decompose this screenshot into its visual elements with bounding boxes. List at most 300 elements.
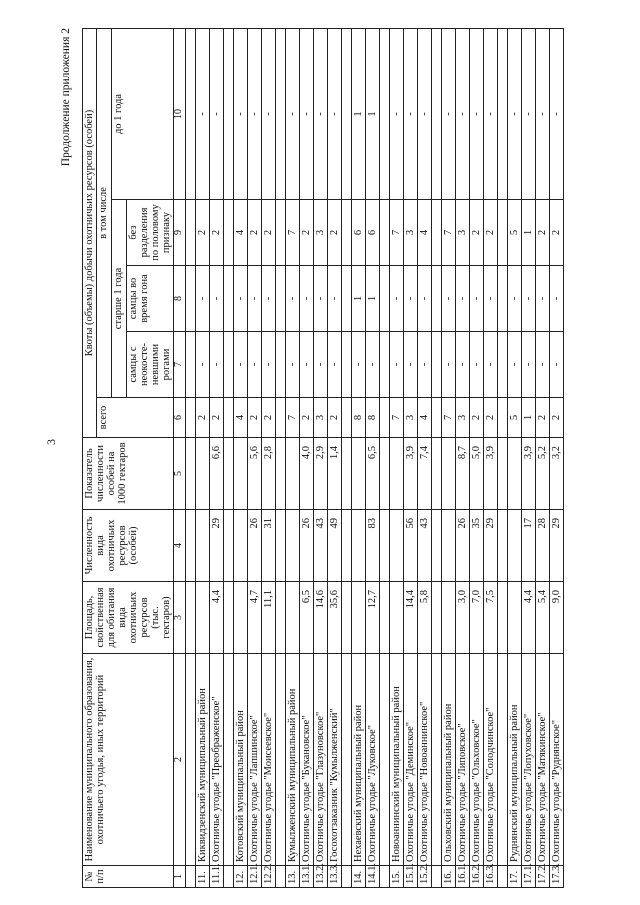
col-index: 8 [174,266,186,332]
table-cell: 56 [403,510,417,582]
col-index: 4 [174,510,186,582]
spacer-cell [223,510,233,582]
table-cell: 1 [365,266,379,332]
table-cell: - [195,266,209,332]
spacer-cell [185,582,195,654]
table-cell [389,510,403,582]
table-cell: - [455,29,469,200]
table-cell: Охотничье угодье "Ольховское" [469,654,483,866]
spacer-cell [341,510,351,582]
table-cell: - [299,29,313,200]
table-cell: 6,6 [209,438,223,510]
table-cell: - [351,332,365,398]
table-row [403,29,417,888]
table-cell: 15.2. [417,866,431,888]
table-cell: - [247,266,261,332]
spacer-cell [379,332,389,398]
spacer-cell [431,582,441,654]
table-cell: - [469,266,483,332]
table-cell: - [549,266,563,332]
header-males-unbranched: самцы с неокосте-невшими рогами [127,332,174,398]
spacer-cell [185,438,195,510]
group-spacer [431,29,441,888]
table-cell: - [209,266,223,332]
table-cell: 1 [521,200,535,266]
spacer-cell [341,866,351,888]
spacer-cell [341,582,351,654]
group-spacer [497,29,507,888]
table-cell: - [195,29,209,200]
table-cell: 16.3. [483,866,497,888]
continuation-caption: Продолжение приложения 2 [60,28,72,167]
header-num: № п/п [83,866,174,888]
header-name: Наименование муниципального образования, охотничьего угодья, иных территорий [83,654,174,866]
table-cell [195,510,209,582]
table-cell: 12,7 [365,582,379,654]
table-cell: 2,8 [261,438,275,510]
spacer-cell [431,29,441,200]
table-cell: 5,4 [535,582,549,654]
spacer-cell [275,654,285,866]
spacer-cell [185,866,195,888]
table-cell: - [469,332,483,398]
table-cell: 4 [233,398,247,438]
group-spacer [275,29,285,888]
table-cell: - [209,332,223,398]
spacer-cell [223,654,233,866]
table-cell: - [403,29,417,200]
table-cell: - [535,266,549,332]
spacer-cell [341,332,351,398]
spacer-cell [185,398,195,438]
spacer-cell [275,866,285,888]
table-cell: Охотничье угодье "Глазуновское" [313,654,327,866]
spacer-cell [379,510,389,582]
table-row [261,29,275,888]
table-cell: 1,4 [327,438,341,510]
table-cell: Руднянский муниципальный район [507,654,521,866]
table-cell [389,438,403,510]
table-cell: 29 [549,510,563,582]
table-body [185,29,563,888]
table-row [483,29,497,888]
table-cell: 26 [247,510,261,582]
table-cell: 5 [507,200,521,266]
table-cell: 2 [535,200,549,266]
table-cell: 6 [365,200,379,266]
table-cell: - [247,29,261,200]
table-cell: 26 [299,510,313,582]
header-incl: в том числе [97,29,112,398]
table-row [327,29,341,888]
table-cell: - [441,332,455,398]
col-index: 1 [174,866,186,888]
table-cell: 5 [507,398,521,438]
table-cell: Охотничье угодье "Матякинское" [535,654,549,866]
table-cell: 8 [351,398,365,438]
spacer-cell [275,332,285,398]
rotated-page [52,28,612,888]
table-cell: 13. [285,866,299,888]
table-cell: Охотничье угодье "Новоаннинское" [417,654,431,866]
table-cell: 6,5 [299,582,313,654]
table-cell: - [521,332,535,398]
table-cell: Охотничье угодье "Лапшинское" [247,654,261,866]
table-cell: - [233,332,247,398]
table-cell: 7 [389,200,403,266]
table-cell: 29 [209,510,223,582]
table-cell [233,438,247,510]
table-cell: - [535,29,549,200]
table-cell: 31 [261,510,275,582]
spacer-cell [185,654,195,866]
table-cell: 7 [285,398,299,438]
header-density: Показатель численности особей на 1000 гектаров [83,438,174,510]
table-cell: Охотничье угодье "Руднянское" [549,654,563,866]
spacer-cell [497,332,507,398]
spacer-cell [379,438,389,510]
table-cell: - [389,332,403,398]
table-cell: 3 [313,200,327,266]
table-cell: 35,6 [327,582,341,654]
table-cell: 4,4 [521,582,535,654]
col-index: 3 [174,582,186,654]
table-cell: - [261,332,275,398]
table-cell: 12.2. [261,866,275,888]
table-row [521,29,535,888]
table-cell [285,510,299,582]
table-cell: 14,4 [403,582,417,654]
header-under1: до 1 года [112,29,174,200]
table-row [247,29,261,888]
table-cell: 7 [441,398,455,438]
table-cell: 17.2. [535,866,549,888]
table-cell: 49 [327,510,341,582]
table-cell: - [365,332,379,398]
table-cell: 35 [469,510,483,582]
table-cell: 16.1. [455,866,469,888]
spacer-cell [431,510,441,582]
table-cell: 17.1. [521,866,535,888]
spacer-cell [223,200,233,266]
table-cell [285,438,299,510]
spacer-cell [185,200,195,266]
table-cell: 26 [455,510,469,582]
spacer-cell [497,438,507,510]
spacer-cell [275,582,285,654]
table-cell: - [299,332,313,398]
col-index: 6 [174,398,186,438]
table-cell: 2 [469,398,483,438]
spacer-cell [497,654,507,866]
table-cell: - [403,332,417,398]
table-cell [195,438,209,510]
table-cell: Охотничье угодье "Лопуховское" [521,654,535,866]
table-cell: 3,9 [483,438,497,510]
spacer-cell [497,510,507,582]
table-cell [351,582,365,654]
spacer-cell [223,398,233,438]
spacer-cell [223,866,233,888]
table-cell: - [483,332,497,398]
table-cell: - [195,332,209,398]
table-row [233,29,247,888]
spacer-cell [379,866,389,888]
group-spacer [223,29,233,888]
spacer-cell [431,398,441,438]
table-cell: - [209,29,223,200]
table-cell: - [261,266,275,332]
table-cell: - [549,29,563,200]
table-cell: - [535,332,549,398]
spacer-cell [379,200,389,266]
table-cell: Охотничье угодье "Преображенское" [209,654,223,866]
table-cell: 83 [365,510,379,582]
spacer-cell [223,438,233,510]
table-row [417,29,431,888]
table-cell [285,582,299,654]
table-cell: - [327,332,341,398]
group-spacer [379,29,389,888]
table-cell: 2 [195,398,209,438]
table-cell: 9,0 [549,582,563,654]
table-cell: 7,4 [417,438,431,510]
spacer-cell [379,582,389,654]
spacer-cell [497,29,507,200]
table-cell: 11.1. [209,866,223,888]
table-row [441,29,455,888]
table-cell: - [507,266,521,332]
spacer-cell [431,332,441,398]
table-cell: 12. [233,866,247,888]
header-population: Численность вида охотничьих ресурсов (особей) [83,510,174,582]
table-cell [507,582,521,654]
table-cell: - [389,29,403,200]
table-cell: 2 [549,200,563,266]
table-cell [351,510,365,582]
spacer-cell [223,29,233,200]
table-cell: - [313,29,327,200]
table-cell: - [455,332,469,398]
table-cell: 8 [365,398,379,438]
col-index: 9 [174,200,186,266]
table-cell: Охотничье угодье "Моисеевское" [261,654,275,866]
table-cell: 2 [209,200,223,266]
table-cell: Охотничье угодье "Деминское" [403,654,417,866]
table-cell: 2 [327,398,341,438]
table-cell: 17. [507,866,521,888]
table-cell: 4 [417,398,431,438]
group-spacer [341,29,351,888]
table-cell: - [313,332,327,398]
spacer-cell [341,398,351,438]
table-cell: 14. [351,866,365,888]
table-cell: - [403,266,417,332]
spacer-cell [431,438,441,510]
spacer-cell [379,266,389,332]
group-spacer [185,29,195,888]
table-cell: - [455,266,469,332]
table-cell: - [521,266,535,332]
spacer-cell [275,29,285,200]
table-cell: - [469,29,483,200]
table-row [285,29,299,888]
spacer-cell [185,332,195,398]
table-cell: 16. [441,866,455,888]
table-cell: - [285,332,299,398]
table-cell: 1 [351,29,365,200]
table-cell: 8,7 [455,438,469,510]
table-cell: - [285,266,299,332]
spacer-cell [497,582,507,654]
table-cell: 5,6 [247,438,261,510]
table-cell: 29 [483,510,497,582]
table-row [351,29,365,888]
table-cell: 17 [521,510,535,582]
table-cell: 2 [195,200,209,266]
col-index: 10 [174,29,186,200]
table-cell: - [247,332,261,398]
table-cell: 43 [313,510,327,582]
table-cell: 28 [535,510,549,582]
table-cell: 11,1 [261,582,275,654]
table-cell: 3 [455,200,469,266]
table-cell: 14.1. [365,866,379,888]
table-cell: 2 [549,398,563,438]
spacer-cell [185,29,195,200]
spacer-cell [275,510,285,582]
table-cell: Охотничье угодье "Липовское" [455,654,469,866]
table-row [195,29,209,888]
spacer-cell [185,266,195,332]
table-cell: 16.2. [469,866,483,888]
table-cell: - [441,29,455,200]
table-cell: 43 [417,510,431,582]
table-cell: 4,7 [247,582,261,654]
table-cell: - [417,266,431,332]
spacer-cell [341,29,351,200]
table-cell: 5,8 [417,582,431,654]
table-cell: 15. [389,866,403,888]
header-no-sex: без разделения по половому признаку [127,200,174,266]
table-cell: 5,2 [535,438,549,510]
table-cell: Госохотзаказник "Кумылженский" [327,654,341,866]
table-cell: Нехаевский муниципальный район [351,654,365,866]
quota-table [82,28,564,888]
table-cell: 1 [351,266,365,332]
table-cell [441,438,455,510]
table-row [209,29,223,888]
table-cell: 2,9 [313,438,327,510]
spacer-cell [497,266,507,332]
spacer-cell [497,866,507,888]
table-cell: 4,0 [299,438,313,510]
table-cell: 2 [261,398,275,438]
table-cell: 3,0 [455,582,469,654]
table-cell [441,582,455,654]
spacer-cell [223,266,233,332]
table-cell: Киквидзенский муниципальный район [195,654,209,866]
table-cell [507,438,521,510]
table-cell: 15.1. [403,866,417,888]
spacer-cell [185,510,195,582]
spacer-cell [431,866,441,888]
table-cell: - [483,29,497,200]
table-cell: - [417,29,431,200]
table-cell: 13.3. [327,866,341,888]
table-cell [441,510,455,582]
table-cell: 7 [285,200,299,266]
table-cell: - [313,266,327,332]
table-row [389,29,403,888]
header-older1: старше 1 года [112,200,127,398]
header-area: Площадь, свойственная для обитания вида охотничьих ресурсов (тыс. гектаров) [83,582,174,654]
table-cell: 7 [441,200,455,266]
spacer-cell [431,200,441,266]
table-cell: 2 [535,398,549,438]
table-cell: Новоаннинский муниципальный район [389,654,403,866]
table-cell: 7 [389,398,403,438]
table-cell: 5,0 [469,438,483,510]
table-cell: 11. [195,866,209,888]
table-cell [351,438,365,510]
table-cell: 2 [483,200,497,266]
table-cell: 3 [455,398,469,438]
table-cell: - [507,332,521,398]
table-cell: - [507,29,521,200]
table-cell: - [233,266,247,332]
spacer-cell [497,200,507,266]
table-cell [389,582,403,654]
table-cell: - [441,266,455,332]
table-cell: - [327,29,341,200]
table-cell: 2 [247,398,261,438]
table-row [535,29,549,888]
spacer-cell [379,29,389,200]
spacer-cell [497,398,507,438]
header-quota: Квоты (объемы) добычи охотничьих ресурсов (особей) [83,29,97,438]
table-cell: - [327,266,341,332]
header-males-rut: самцы во время гона [127,266,174,332]
table-cell: 3,9 [521,438,535,510]
table-cell: - [417,332,431,398]
table-cell: 4 [417,200,431,266]
table-cell: 2 [483,398,497,438]
spacer-cell [341,654,351,866]
table-cell: 6,5 [365,438,379,510]
table-cell: - [285,29,299,200]
table-cell: 2 [299,398,313,438]
table-row [455,29,469,888]
table-cell: - [299,266,313,332]
table-cell: Кумылженский муниципальный район [285,654,299,866]
table-cell: 7,5 [483,582,497,654]
table-cell: 3,2 [549,438,563,510]
spacer-cell [341,438,351,510]
table-cell: 4,4 [209,582,223,654]
header-total: всего [97,398,174,438]
spacer-cell [341,200,351,266]
table-cell: - [549,332,563,398]
column-index-row [174,29,186,888]
table-cell: 13.1. [299,866,313,888]
spacer-cell [275,398,285,438]
spacer-cell [223,332,233,398]
page-number: 3 [44,439,58,445]
table-cell: 2 [261,200,275,266]
table-cell: Охотничье угодье "Солодчинское" [483,654,497,866]
table-cell: 12.1. [247,866,261,888]
